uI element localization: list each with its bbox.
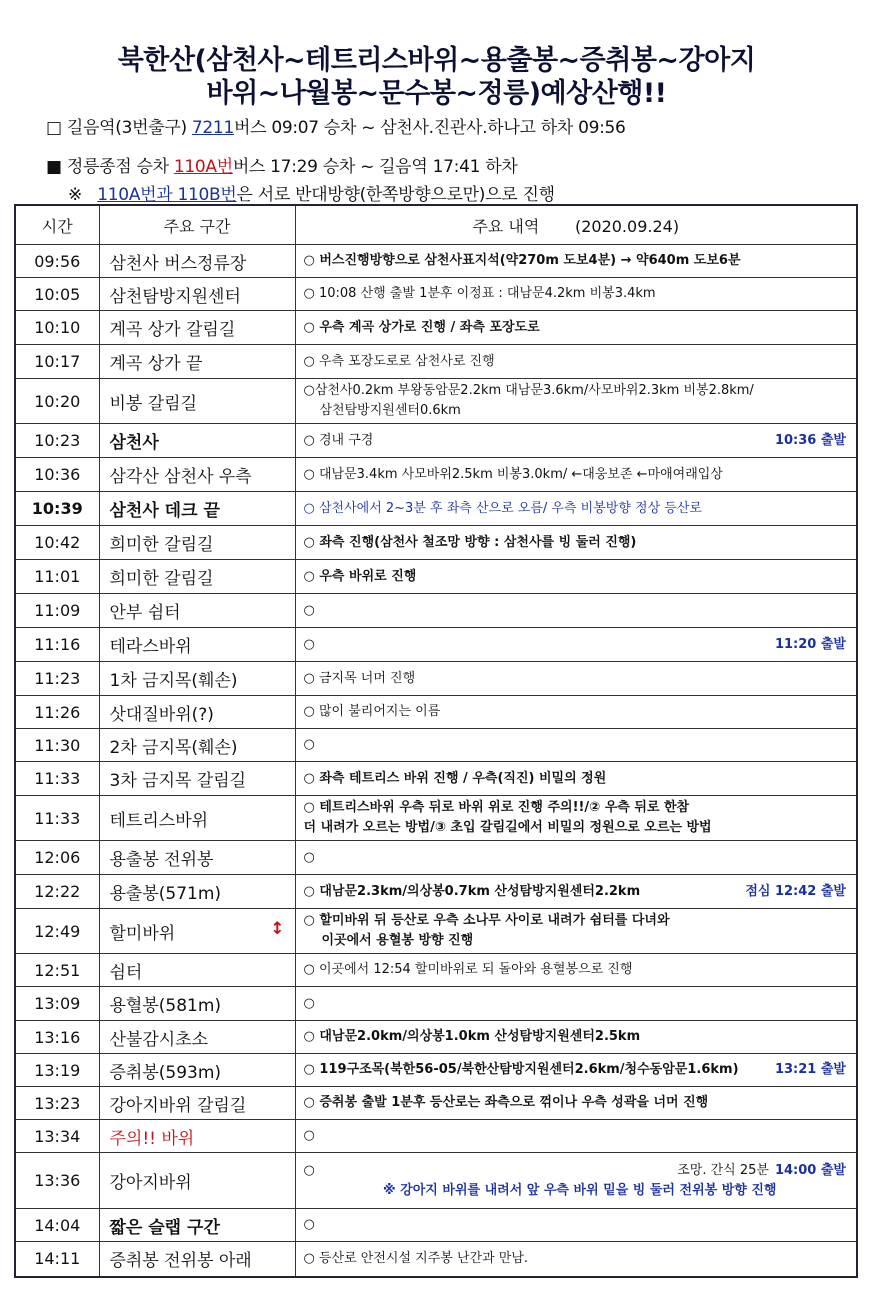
row-section <box>99 1209 295 1242</box>
note-mark-icon: ※ <box>68 185 82 205</box>
table-row <box>15 729 857 762</box>
row-detail-text: ○ 대남문3.4km 사모바위2.5km 비봉3.0km/ ←대웅보존 ←마애여래입상 <box>303 466 723 482</box>
bullet-square-icon: ■ <box>46 157 62 177</box>
header-time: 시간 <box>15 205 99 245</box>
row-time: 10:20 <box>15 379 99 424</box>
row-detail-text: ○ <box>303 1128 315 1143</box>
row-section <box>99 379 295 424</box>
row-section-label: 산불감시초소 <box>109 1029 209 1050</box>
row-detail <box>295 379 857 424</box>
row-time: 11:23 <box>15 662 99 696</box>
row-section-label: 쉼터 <box>109 962 143 983</box>
table-row <box>15 762 857 796</box>
row-detail <box>295 987 857 1021</box>
table-row <box>15 560 857 594</box>
row-section-label: 삼천탐방지원센터 <box>109 286 241 307</box>
table-row <box>15 1054 857 1087</box>
row-detail <box>295 311 857 345</box>
row-time: 13:36 <box>15 1153 99 1209</box>
row-time: 11:30 <box>15 729 99 762</box>
row-section-label: 강아지바위 갈림길 <box>109 1095 247 1116</box>
row-time: 10:05 <box>15 278 99 311</box>
table-row <box>15 662 857 696</box>
row-section <box>99 875 295 909</box>
table-row <box>15 696 857 729</box>
row-time: 12:06 <box>15 841 99 875</box>
row-section-label: 강아지바위 <box>109 1173 192 1193</box>
row-time: 13:19 <box>15 1054 99 1087</box>
departure-time: 점심 12:42 출발 <box>745 883 846 899</box>
row-time: 14:11 <box>15 1242 99 1277</box>
row-detail <box>295 1209 857 1242</box>
table-row <box>15 628 857 662</box>
row-detail <box>295 841 857 875</box>
row-time: 11:33 <box>15 796 99 841</box>
bus-110a-link[interactable]: 110A번 <box>173 157 233 177</box>
row-time: 13:16 <box>15 1021 99 1054</box>
row-detail-text: ○ 우측 계곡 상가로 진행 / 좌측 포장도로 <box>303 319 540 335</box>
departure-time: 10:36 출발 <box>774 432 846 448</box>
table-row <box>15 1153 857 1209</box>
row-time: 10:10 <box>15 311 99 345</box>
row-section <box>99 492 295 526</box>
table-row <box>15 1120 857 1153</box>
row-detail <box>295 729 857 762</box>
row-detail-text: ○ 삼천사에서 2~3분 후 좌측 산으로 오름/ 우측 비봉방향 정상 등산로 <box>303 500 702 516</box>
row-time: 11:33 <box>15 762 99 796</box>
row-section <box>99 594 295 628</box>
info2-tail: 버스 17:29 승차 ~ 길음역 17:41 하차 <box>232 157 518 177</box>
row-time: 12:51 <box>15 954 99 987</box>
row-detail-text: ○ 우측 포장도로로 삼천사로 진행 <box>303 353 495 369</box>
row-detail <box>295 909 857 954</box>
row-section-label: 용혈봉(581m) <box>109 996 222 1016</box>
row-detail-text: ○ 증취봉 출발 1분후 등산로는 좌측으로 꺾이나 우측 성곽을 너머 진행 <box>303 1095 709 1110</box>
table-row <box>15 909 857 954</box>
row-detail-text: ○ <box>303 737 315 752</box>
row-detail-text-2: 더 내려가 오르는 방법/③ 초입 갈림길에서 비밀의 정원으로 오르는 방법 <box>303 820 712 835</box>
row-time: 14:04 <box>15 1209 99 1242</box>
row-section <box>99 245 295 278</box>
row-section-label: 증취봉(593m) <box>109 1062 222 1083</box>
row-section <box>99 662 295 696</box>
row-time: 10:17 <box>15 345 99 379</box>
table-row <box>15 526 857 560</box>
row-detail <box>295 458 857 492</box>
table-row <box>15 345 857 379</box>
row-section <box>99 1242 295 1277</box>
row-detail <box>295 954 857 987</box>
row-section <box>99 1021 295 1054</box>
row-detail-text: ○ <box>303 602 315 618</box>
row-detail-text-2: 삼천탐방지원센터0.6km <box>319 403 461 418</box>
row-section <box>99 424 295 458</box>
row-detail <box>295 875 857 909</box>
row-detail-text: ○ 등산로 안전시설 지주봉 난간과 만남. <box>303 1250 529 1266</box>
row-detail-text: ○ <box>303 1162 315 1178</box>
row-detail-text: ○삼천사0.2km 부왕동암문2.2km 대남문3.6km/사모바위2.3km 비봉2.8km/ <box>303 383 754 398</box>
row-section-label: 증취봉 전위봉 아래 <box>109 1251 252 1272</box>
row-detail <box>295 560 857 594</box>
row-time: 12:49 <box>15 909 99 954</box>
row-detail <box>295 1021 857 1054</box>
info-line-2 <box>46 152 517 177</box>
row-detail-text: ○ 우측 바위로 진행 <box>303 568 417 584</box>
row-section <box>99 954 295 987</box>
table-row <box>15 379 857 424</box>
row-detail <box>295 1153 857 1209</box>
row-detail <box>295 662 857 696</box>
row-section-label: 짧은 슬랩 구간 <box>109 1217 220 1238</box>
row-time: 11:09 <box>15 594 99 628</box>
row-detail <box>295 1120 857 1153</box>
bullet-box-icon: □ <box>46 118 62 138</box>
row-section <box>99 1120 295 1153</box>
row-section-label: 2차 금지목(훼손) <box>109 737 238 758</box>
header-date: (2020.09.24) <box>574 216 680 236</box>
table-row <box>15 954 857 987</box>
table-row <box>15 458 857 492</box>
row-section-label: 테라스바위 <box>109 637 192 657</box>
row-section <box>99 841 295 875</box>
row-detail-text: ○ 이곳에서 12:54 할미바위로 되 돌아와 용혈봉으로 진행 <box>303 962 633 977</box>
row-time: 09:56 <box>15 245 99 278</box>
row-detail <box>295 278 857 311</box>
row-detail-text: ○ 테트리스바위 우측 뒤로 바위 위로 진행 주의!!/② 우측 뒤로 한참 <box>303 800 690 815</box>
row-time: 11:16 <box>15 628 99 662</box>
row-detail-text-2: 이곳에서 용혈봉 방향 진행 <box>321 933 474 948</box>
bus-110ab-link[interactable]: 110A번과 110B번 <box>97 185 237 205</box>
row-detail-text: ○ <box>303 995 315 1011</box>
row-detail <box>295 762 857 796</box>
row-detail <box>295 1054 857 1087</box>
departure-time: 13:21 출발 <box>774 1062 846 1077</box>
row-time: 10:42 <box>15 526 99 560</box>
header-detail-label: 주요 내역 <box>472 216 540 236</box>
row-detail <box>295 796 857 841</box>
row-section <box>99 628 295 662</box>
row-section <box>99 1087 295 1120</box>
table-header-row <box>15 205 857 245</box>
row-time: 13:34 <box>15 1120 99 1153</box>
table-row <box>15 1242 857 1277</box>
row-time: 13:23 <box>15 1087 99 1120</box>
row-detail-text: ○ 대남문2.3km/의상봉0.7km 산성탐방지원센터2.2km <box>303 883 641 899</box>
title-line-2: 바위~나월봉~문수봉~정릉)예상산행!! <box>206 78 667 109</box>
row-section <box>99 729 295 762</box>
row-detail-text: ○ 좌측 진행(삼천사 철조망 방향 : 삼천사를 빙 둘러 진행) <box>303 534 637 550</box>
row-section-label: 삿대질바위(?) <box>109 704 214 725</box>
row-section-label: 희미한 갈림길 <box>109 535 214 555</box>
table-row <box>15 1087 857 1120</box>
table-row <box>15 492 857 526</box>
row-section <box>99 560 295 594</box>
row-section <box>99 762 295 796</box>
title-line-1: 북한산(삼천사~테트리스바위~용출봉~증취봉~강아지 <box>117 45 756 76</box>
row-detail <box>295 696 857 729</box>
table-row <box>15 245 857 278</box>
table-row <box>15 1021 857 1054</box>
row-detail <box>295 345 857 379</box>
row-detail <box>295 594 857 628</box>
row-section-label: 계곡 상가 끝 <box>109 354 203 374</box>
row-section-label: 안부 쉼터 <box>109 603 181 623</box>
row-detail-text-2: ※ 강아지 바위를 내려서 앞 우측 바위 밑을 빙 둘러 전위봉 방향 진행 <box>383 1182 777 1198</box>
departure-time: 11:20 출발 <box>774 636 846 652</box>
row-section <box>99 278 295 311</box>
row-section <box>99 796 295 841</box>
row-section <box>99 696 295 729</box>
row-time: 10:23 <box>15 424 99 458</box>
row-time: 13:09 <box>15 987 99 1021</box>
row-detail-text: ○ <box>303 849 315 865</box>
up-down-arrow-icon: ↕ <box>270 918 285 939</box>
row-detail-text: ○ 10:08 산행 출발 1분후 이정표 : 대남문4.2km 비봉3.4km <box>303 286 656 301</box>
row-section <box>99 345 295 379</box>
row-section <box>99 1153 295 1209</box>
detail-note: 조망. 간식 25분 <box>677 1162 769 1178</box>
bus-7211-link[interactable]: 7211 <box>191 118 234 138</box>
header-detail <box>295 205 857 245</box>
row-detail <box>295 424 857 458</box>
info3-tail: 은 서로 반대방향(한쪽방향으로만)으로 진행 <box>236 185 555 205</box>
row-detail-text: ○ 많이 불리어지는 이름 <box>303 704 441 719</box>
row-detail <box>295 628 857 662</box>
row-section-label: 삼천사 버스정류장 <box>109 253 247 274</box>
row-detail-text: ○ <box>303 636 315 652</box>
row-section-label: 희미한 갈림길 <box>109 569 214 589</box>
caution-label: 주의!! 바위 <box>109 1128 195 1149</box>
row-section <box>99 909 295 954</box>
row-section <box>99 1054 295 1087</box>
row-section <box>99 987 295 1021</box>
row-detail <box>295 245 857 278</box>
schedule-table <box>14 204 858 1278</box>
row-detail-text: ○ 금지목 너머 진행 <box>303 670 416 686</box>
row-section-label: 3차 금지목 갈림길 <box>109 771 247 791</box>
row-section <box>99 311 295 345</box>
row-detail <box>295 492 857 526</box>
row-detail-text: ○ 좌측 테트리스 바위 진행 / 우측(직진) 비밀의 정원 <box>303 770 607 786</box>
row-time: 10:39 <box>15 492 99 526</box>
row-time: 11:01 <box>15 560 99 594</box>
info1-tail: 버스 09:07 승차 ~ 삼천사.진관사.하나고 하차 09:56 <box>233 118 626 138</box>
info2-text: 정릉종점 승차 <box>61 157 174 177</box>
table-row <box>15 841 857 875</box>
table-row <box>15 1209 857 1242</box>
row-time: 10:36 <box>15 458 99 492</box>
row-detail <box>295 1087 857 1120</box>
row-section-label: 테트리스바위 <box>109 810 209 831</box>
row-section-label: 1차 금지목(훼손) <box>109 671 238 691</box>
header-section: 주요 구간 <box>99 205 295 245</box>
row-detail-text: ○ 버스진행방향으로 삼천사표지석(약270m 도보4분) → 약640m 도보6분 <box>303 253 741 268</box>
row-detail-text: ○ 경내 구경 <box>303 432 374 448</box>
row-section-label: 삼천사 <box>109 433 159 453</box>
table-row <box>15 594 857 628</box>
table-row <box>15 987 857 1021</box>
row-section-label: 삼천사 데크 끝 <box>109 501 220 521</box>
info-line-3 <box>68 180 555 205</box>
table-row <box>15 278 857 311</box>
page-title <box>0 44 873 110</box>
table-row <box>15 311 857 345</box>
row-section-label: 용출봉 전위봉 <box>109 850 214 870</box>
table-row <box>15 796 857 841</box>
table-row <box>15 424 857 458</box>
row-section-label: 삼각산 삼천사 우측 <box>109 467 252 487</box>
row-detail-text: ○ 대남문2.0km/의상봉1.0km 산성탐방지원센터2.5km <box>303 1029 641 1044</box>
table-row <box>15 875 857 909</box>
row-detail <box>295 526 857 560</box>
row-detail-text: ○ <box>303 1217 315 1232</box>
info-line-1 <box>46 113 626 138</box>
departure-time: 14:00 출발 <box>774 1162 846 1178</box>
row-section-label: 용출봉(571m) <box>109 884 222 904</box>
row-section-label: 계곡 상가 갈림길 <box>109 320 236 340</box>
row-detail-text: ○ 119구조목(북한56-05/북한산탐방지원센터2.6km/청수동암문1.6km) <box>303 1062 739 1077</box>
row-time: 12:22 <box>15 875 99 909</box>
row-time: 11:26 <box>15 696 99 729</box>
row-section <box>99 526 295 560</box>
row-section-label: 할미바위 <box>109 923 176 944</box>
row-section-label: 비봉 갈림길 <box>109 393 198 414</box>
row-section <box>99 458 295 492</box>
row-detail-text: ○ 할미바위 뒤 등산로 우측 소나무 사이로 내려가 쉼터를 다녀와 <box>303 913 670 928</box>
info1-text: 길음역(3번출구) <box>61 118 192 138</box>
row-detail <box>295 1242 857 1277</box>
